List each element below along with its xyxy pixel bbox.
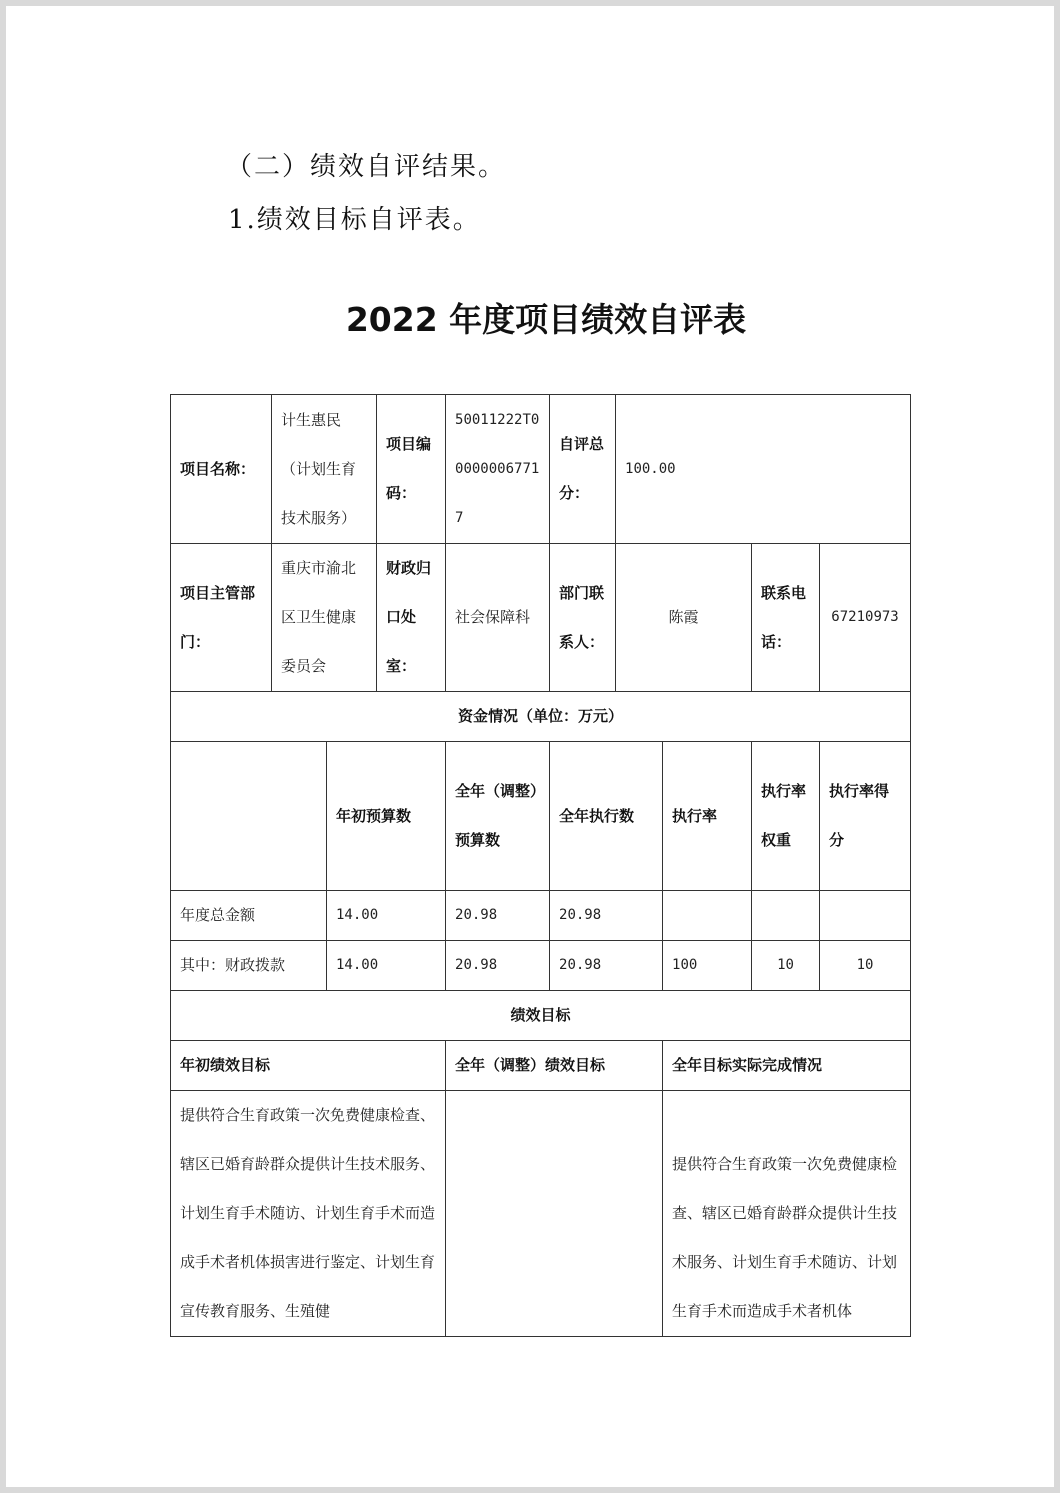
funding-cell-score xyxy=(820,891,911,941)
adjusted-goal-text xyxy=(446,1091,663,1337)
table-title: 2022 年度项目绩效自评表 xyxy=(345,300,747,339)
funding-header-initial: 年初预算数 xyxy=(327,742,446,891)
funding-cell-executed: 20.98 xyxy=(550,941,663,991)
performance-content-row xyxy=(171,1091,911,1337)
contact-value: 陈霞 xyxy=(616,544,752,692)
finance-office-value: 社会保障科 xyxy=(446,544,550,692)
department-value: 重庆市渝北区卫生健康委员会 xyxy=(272,544,377,692)
project-name-value: 计生惠民（计划生育技术服务） xyxy=(272,395,377,544)
performance-section-row xyxy=(171,991,911,1041)
score-value: 100.00 xyxy=(616,395,911,544)
funding-section-row xyxy=(171,692,911,742)
performance-section-title: 绩效目标 xyxy=(171,991,911,1041)
funding-cell-executed: 20.98 xyxy=(550,891,663,941)
score-label: 自评总分： xyxy=(550,395,616,544)
department-label: 项目主管部门： xyxy=(171,544,272,692)
project-name-label: 项目名称： xyxy=(171,395,272,544)
funding-cell-weight xyxy=(752,891,820,941)
funding-section-title: 资金情况（单位：万元） xyxy=(171,692,911,742)
funding-cell-initial: 14.00 xyxy=(327,941,446,991)
performance-header-initial: 年初绩效目标 xyxy=(171,1041,446,1091)
funding-row-fiscal xyxy=(171,941,911,991)
performance-header-row xyxy=(171,1041,911,1091)
funding-cell-initial: 14.00 xyxy=(327,891,446,941)
funding-header-weight: 执行率权重 xyxy=(752,742,820,891)
phone-label: 联系电话： xyxy=(752,544,820,692)
funding-header-score: 执行率得分 xyxy=(820,742,911,891)
funding-header-blank xyxy=(171,742,327,891)
funding-row-label: 其中：财政拨款 xyxy=(171,941,327,991)
funding-cell-weight: 10 xyxy=(752,941,820,991)
funding-row-total xyxy=(171,891,911,941)
funding-header-executed: 全年执行数 xyxy=(550,742,663,891)
subsection-heading: 1.绩效目标自评表。 xyxy=(228,205,481,235)
self-evaluation-table xyxy=(170,394,911,1337)
performance-header-actual: 全年目标实际完成情况 xyxy=(663,1041,911,1091)
funding-header-adjusted: 全年（调整）预算数 xyxy=(446,742,550,891)
performance-header-adjusted: 全年（调整）绩效目标 xyxy=(446,1041,663,1091)
funding-cell-rate xyxy=(663,891,752,941)
document-page xyxy=(6,6,1054,1487)
contact-label: 部门联系人： xyxy=(550,544,616,692)
funding-row-label: 年度总金额 xyxy=(171,891,327,941)
funding-cell-score: 10 xyxy=(820,941,911,991)
project-code-value: 50011222T000000067717 xyxy=(446,395,550,544)
funding-header-rate: 执行率 xyxy=(663,742,752,891)
finance-office-label: 财政归口处室： xyxy=(377,544,446,692)
funding-cell-rate: 100 xyxy=(663,941,752,991)
department-row xyxy=(171,544,911,692)
actual-completion-text: 提供符合生育政策一次免费健康检查、辖区已婚育龄群众提供计生技术服务、计划生育手术随访、计划生育手术而造成手术者机体 xyxy=(663,1091,911,1337)
funding-cell-adjusted: 20.98 xyxy=(446,941,550,991)
funding-cell-adjusted: 20.98 xyxy=(446,891,550,941)
funding-header-row xyxy=(171,742,911,891)
project-code-label: 项目编码： xyxy=(377,395,446,544)
project-row xyxy=(171,395,911,544)
phone-value: 67210973 xyxy=(820,544,911,692)
initial-goal-text: 提供符合生育政策一次免费健康检查、辖区已婚育龄群众提供计生技术服务、计划生育手术随访、计划生育手术而造成手术者机体损害进行鉴定、计划生育宣传教育服务、生殖健 xyxy=(171,1091,446,1337)
section-heading: （二）绩效自评结果。 xyxy=(226,152,507,182)
